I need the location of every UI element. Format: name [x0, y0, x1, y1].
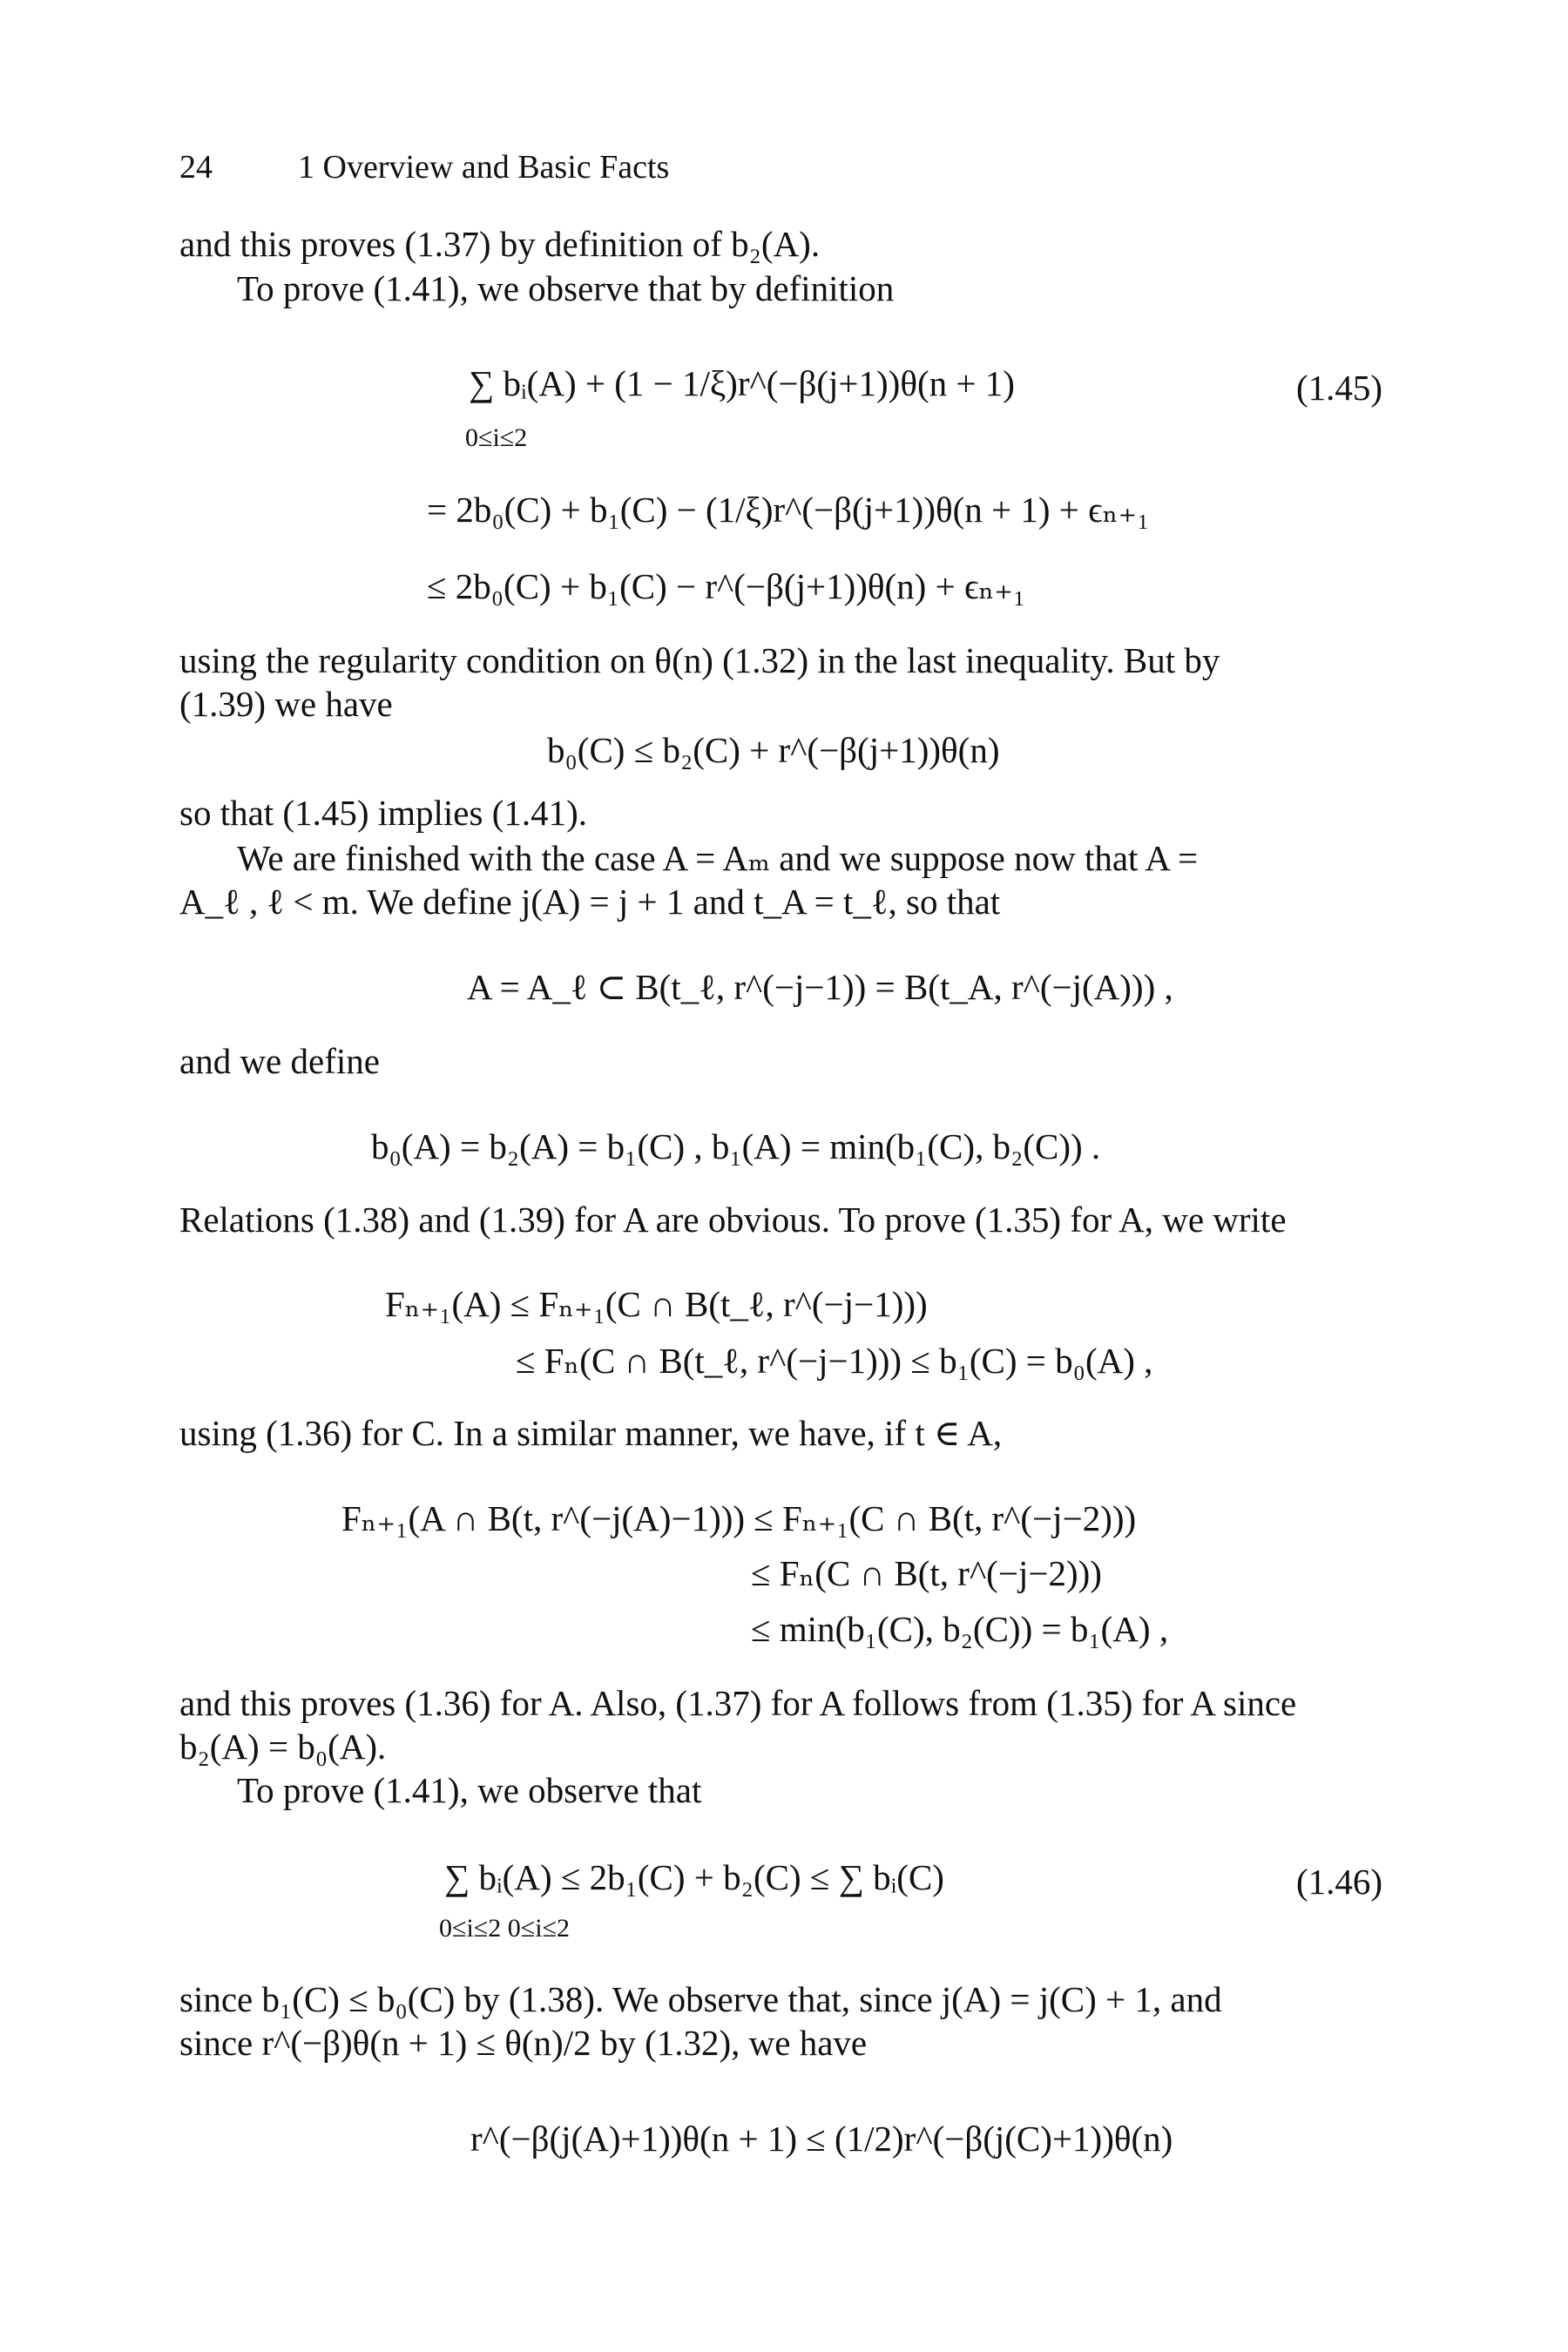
sum-subscript: 0≤i≤2 — [465, 423, 528, 452]
page-number: 24 — [179, 149, 213, 186]
equation-1-45-line-2: = 2b₀(C) + b₁(C) − (1/ξ)r^(−β(j+1))θ(n + 1) + ϵₙ₊₁ — [427, 490, 1150, 530]
text-line: using (1.36) for C. In a similar manner, we have, if t ∈ A, — [179, 1413, 1003, 1453]
display-equation: A = A_ℓ ⊂ B(t_ℓ, r^(−j−1)) = B(t_A, r^(−j(A))) , — [467, 967, 1173, 1007]
text-line: and this proves (1.37) by definition of b₂(A). — [179, 224, 821, 264]
display-equation: ≤ Fₙ(C ∩ B(t_ℓ, r^(−j−1))) ≤ b₁(C) = b₀(A) , — [516, 1341, 1153, 1381]
text-line: b₂(A) = b₀(A). — [179, 1727, 387, 1767]
text-line: To prove (1.41), we observe that by definition — [237, 268, 895, 308]
sum-subscripts: 0≤i≤2 0≤i≤2 — [439, 1914, 571, 1943]
equation-number-1-45: (1.45) — [1296, 368, 1383, 408]
text-line: We are finished with the case A = Aₘ and we suppose now that A = — [237, 838, 1199, 878]
equation-1-45-line-1: ∑ bᵢ(A) + (1 − 1/ξ)r^(−β(j+1))θ(n + 1) — [469, 363, 1015, 403]
display-equation: b₀(A) = b₂(A) = b₁(C) , b₁(A) = min(b₁(C), b₂(C)) . — [371, 1126, 1101, 1166]
text-line: (1.39) we have — [179, 684, 393, 724]
text-line: To prove (1.41), we observe that — [237, 1770, 702, 1810]
display-equation: Fₙ₊₁(A ∩ B(t, r^(−j(A)−1))) ≤ Fₙ₊₁(C ∩ B(t, r^(−j−2))) — [341, 1498, 1137, 1538]
text-line: Relations (1.38) and (1.39) for A are obvious. To prove (1.35) for A, we write — [179, 1200, 1287, 1240]
text-line: since b₁(C) ≤ b₀(C) by (1.38). We observe that, since j(A) = j(C) + 1, and — [179, 1979, 1222, 2019]
text-line: A_ℓ , ℓ < m. We define j(A) = j + 1 and t_A = t_ℓ, so that — [179, 882, 1001, 922]
equation-1-45-line-3: ≤ 2b₀(C) + b₁(C) − r^(−β(j+1))θ(n) + ϵₙ₊₁ — [427, 566, 1026, 606]
equation-number-1-46: (1.46) — [1296, 1862, 1383, 1902]
display-equation: Fₙ₊₁(A) ≤ Fₙ₊₁(C ∩ B(t_ℓ, r^(−j−1))) — [385, 1284, 928, 1324]
text-line: so that (1.45) implies (1.41). — [179, 793, 588, 833]
display-equation: ≤ Fₙ(C ∩ B(t, r^(−j−2))) — [751, 1553, 1102, 1593]
display-equation: r^(−β(j(A)+1))θ(n + 1) ≤ (1/2)r^(−β(j(C)+1))θ(n) — [470, 2119, 1173, 2159]
text-line: since r^(−β)θ(n + 1) ≤ θ(n)/2 by (1.32), we have — [179, 2023, 868, 2063]
text-line: and this proves (1.36) for A. Also, (1.37) for A follows from (1.35) for A since — [179, 1683, 1297, 1723]
display-equation: b₀(C) ≤ b₂(C) + r^(−β(j+1))θ(n) — [547, 730, 1000, 770]
equation-1-46: ∑ bᵢ(A) ≤ 2b₁(C) + b₂(C) ≤ ∑ bᵢ(C) — [444, 1857, 944, 1897]
text-line: using the regularity condition on θ(n) (1.32) in the last inequality. But by — [179, 640, 1220, 680]
running-title: 1 Overview and Basic Facts — [298, 149, 670, 186]
display-equation: ≤ min(b₁(C), b₂(C)) = b₁(A) , — [751, 1609, 1169, 1649]
text-line: and we define — [179, 1041, 380, 1081]
